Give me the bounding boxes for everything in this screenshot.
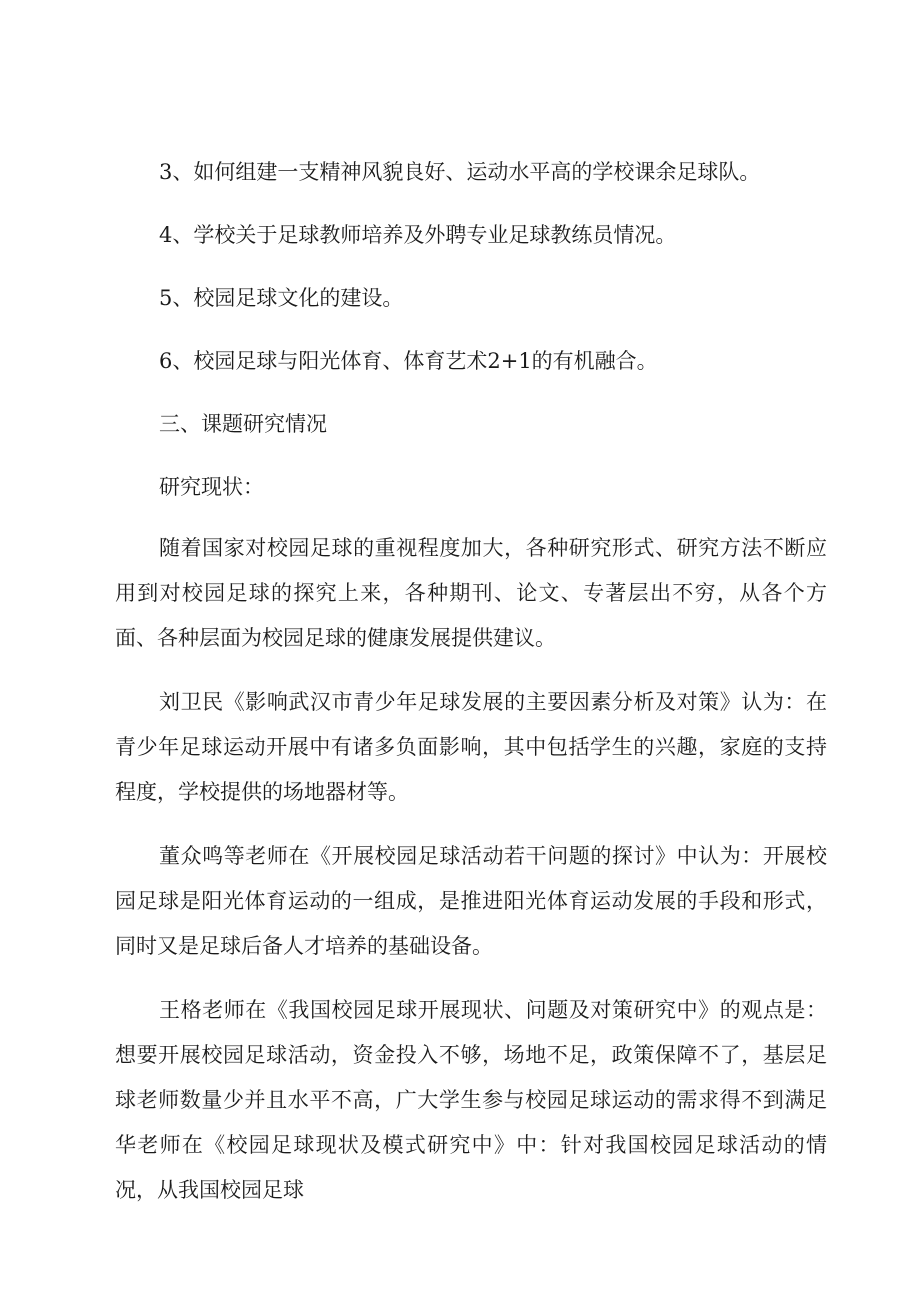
list-item-6: 6、校园足球与阳光体育、体育艺术2+1的有机融合。 — [159, 349, 658, 373]
paragraph-intro: 随着国家对校园足球的重视程度加大，各种研究形式、研究方法不断应用到对校园足球的探究上来，各种期刊、论文、专著层出不穷，从各个方面、各种层面为校园足球的健康发展提供建议。 — [115, 536, 827, 650]
paragraph-liu-weimin: 刘卫民《影响武汉市青少年足球发展的主要因素分析及对策》认为：在青少年足球运动开展中有诸多负面影响，其中包括学生的兴趣，家庭的支持程度，学校提供的场地器材等。 — [115, 690, 827, 804]
document-body — [115, 148, 827, 1232]
list-item-3: 3、如何组建一支精神风貌良好、运动水平高的学校课余足球队。 — [159, 160, 761, 184]
list-item-4: 4、学校关于足球教师培养及外聘专业足球教练员情况。 — [159, 223, 677, 247]
paragraph-wang-ge: 王格老师在《我国校园足球开展现状、问题及对策研究中》的观点是：想要开展校园足球活动，资金投入不够，场地不足，政策保障不了，基层足球老师数量少并且水平不高，广大学生参与校园足球运动的需求得不到满足华老师在《校园足球现状及模式研究中》中：针对我国校园足球活动的情况，从我国校园足球 — [115, 998, 827, 1202]
sub-heading: 研究现状： — [159, 475, 264, 499]
section-heading: 三、课题研究情况 — [159, 412, 327, 436]
list-item-5: 5、校园足球文化的建设。 — [159, 286, 404, 310]
paragraph-dong-zhongming: 董众鸣等老师在《开展校园足球活动若干问题的探讨》中认为：开展校园足球是阳光体育运动的一组成，是推进阳光体育运动发展的手段和形式，同时又是足球后备人才培养的基础设备。 — [115, 844, 827, 958]
